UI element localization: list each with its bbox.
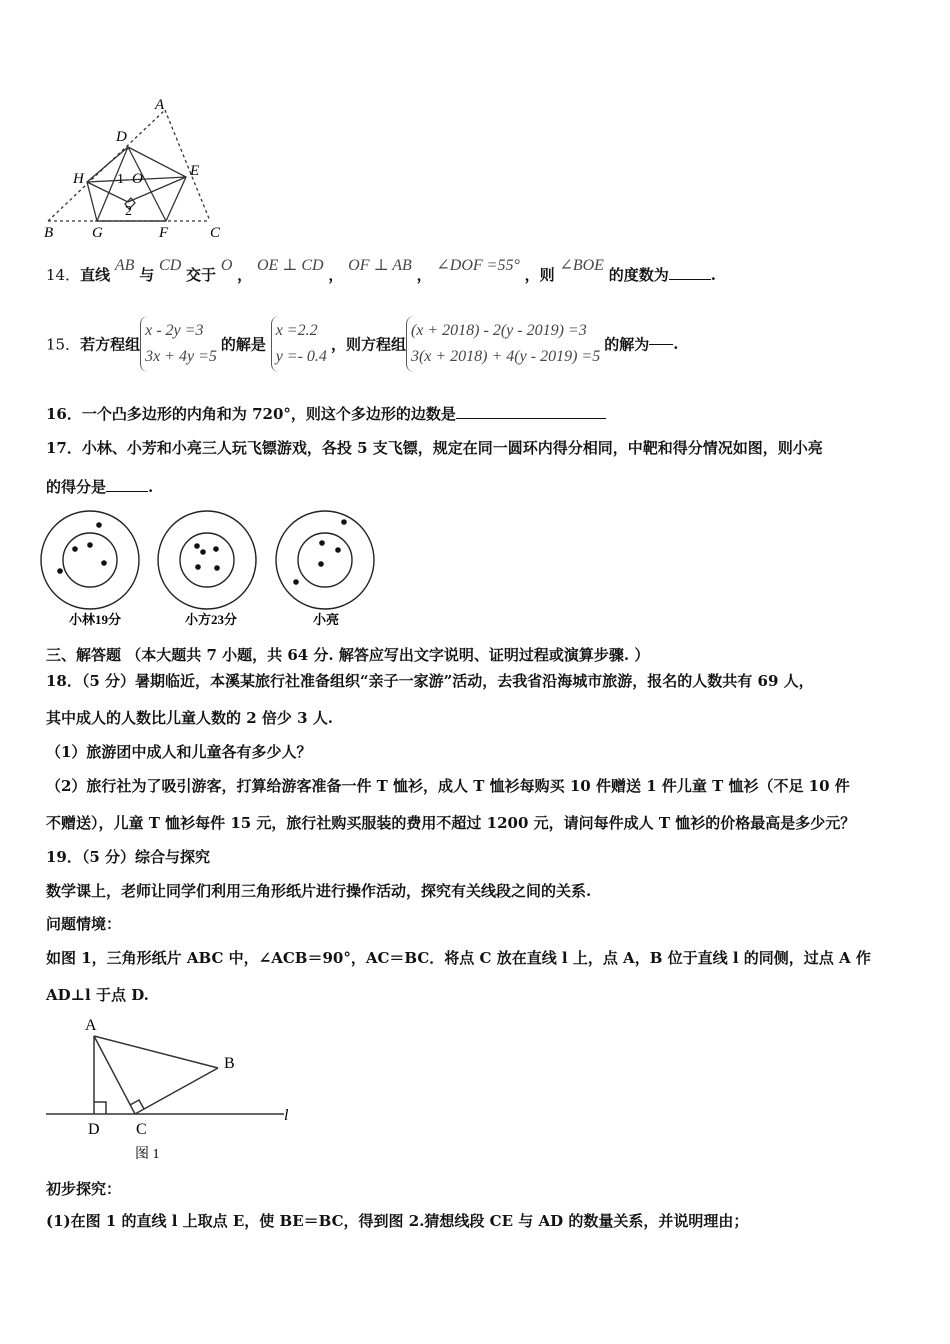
equation-line: x =2.2 [275,322,318,339]
solution-system [271,316,331,372]
q15-number: 15． [46,335,81,354]
dartboard-label: 小亮 [313,612,340,627]
question-19-intro: 数学课上，老师让同学们利用三角形纸片进行操作活动，探究有关线段之间的关系. [46,882,592,900]
q14-math-of-perp-ab: OF ⊥ AB [348,257,412,274]
q14-comma: ， [328,266,344,284]
label-A: A [85,1017,97,1034]
label-B: B [224,1055,235,1072]
q15-text: 的解为 [604,335,650,354]
section-heading: 三、解答题 （本大题共 7 小题，共 64 分. 解答应写出文字说明、证明过程或演算步骤. ） [46,646,650,664]
answer-blank[interactable] [106,491,148,492]
q14-math-angle-boe: ∠BOE [559,257,604,274]
q15-text: 若方程组 [80,335,141,354]
q16-text: 16．一个凸多边形的内角和为 720°，则这个多边形的边数是 [46,405,456,423]
answer-blank[interactable] [649,344,673,345]
label-D: D [88,1121,100,1138]
question-18-part-2: （2）旅行社为了吸引游客，打算给游客准备一件 T 恤衫，成人 T 恤衫每购买 10 件赠送 1 件儿童 T 恤衫（不足 10 件 [46,777,850,795]
q14-math-oe-perp-cd: OE ⊥ CD [256,257,324,274]
geometry-figure-1 [40,1010,300,1170]
dartboard-label: 小林19分 [69,612,122,627]
equation-system-2 [406,316,604,372]
question-17-line-2 [46,476,153,497]
figure-caption: 图 1 [135,1147,160,1162]
equation-line: 3(x + 2018) + 4(y - 2019) =5 [410,348,601,365]
equation-system-1 [140,316,221,372]
label-C: C [210,225,221,241]
question-18-part-2-cont: 不赠送），儿童 T 恤衫每件 15 元，旅行社购买服装的费用不超过 1200 元，请问每件成人 T 恤衫的价格最高是多少元？ [46,814,856,832]
label-B: B [44,225,54,241]
label-l: l [284,1107,289,1124]
q17-end: . [148,478,154,496]
q14-math-ab: AB [114,257,135,274]
equation-line: (x + 2018) - 2(y - 2019) =3 [410,322,587,339]
label-A: A [155,97,165,113]
q14-text: ，则 [524,266,555,284]
question-19-explore-heading: 初步探究： [46,1180,122,1198]
q14-comma: ， [237,266,253,284]
dartboard-xiaolin [41,511,139,627]
q14-end: . [710,266,716,284]
label-D: D [116,129,127,145]
dartboard-label: 小方23分 [185,612,238,627]
label-G: G [92,225,103,241]
question-15 [46,316,678,372]
question-19-context-cont: AD⊥l 于点 D. [46,986,149,1004]
answer-blank[interactable] [669,279,711,280]
question-18-line-2: 其中成人的人数比儿童人数的 2 倍少 3 人. [46,709,333,727]
q15-end: . [673,335,679,353]
q15-text: ，则方程组 [330,335,406,354]
q14-math-cd: CD [159,257,182,274]
q15-text: 的解是 [220,335,266,354]
question-19-title: 19．（5 分）综合与探究 [46,848,211,866]
q14-text: 与 [139,266,155,284]
dartboard-xiaoliang [276,511,374,627]
label-H: H [73,171,84,187]
question-19-context: 如图 1，三角形纸片 ABC 中，∠ACB＝90°，AC＝BC．将点 C 放在直线 l 上，点 A，B 位于直线 l 的同侧，过点 A 作 [46,949,871,967]
q14-text: 直线 [80,266,111,284]
q14-math-angle-dof: ∠DOF =55° [436,257,520,274]
question-19-part-1: (1)在图 1 的直线 l 上取点 E，使 BE＝BC，得到图 2.猜想线段 CE 与 AD 的数量关系，并说明理由； [46,1212,749,1230]
question-16 [46,403,606,424]
geometry-figure-q13 [40,95,230,245]
question-19-heading: 问题情境： [46,915,122,933]
question-18-line-1: 18．（5 分）暑期临近，本溪某旅行社准备组织“亲子一家游”活动，去我省沿海城市旅游，报名的人数共有 69 人， [46,672,814,690]
equation-line: x - 2y =3 [145,322,204,339]
q14-text: 的度数为 [608,266,669,284]
label-angle-1: 1 [117,172,124,187]
label-C: C [136,1121,147,1138]
dartboard-xiaofang [158,511,256,627]
label-O: O [132,171,143,187]
label-E: E [190,163,200,179]
equation-line: 3x + 4y =5 [145,348,217,365]
label-angle-2: 2 [125,204,132,219]
question-14 [46,257,716,291]
equation-line: y =- 0.4 [275,348,327,365]
label-F: F [159,225,169,241]
q14-comma: ， [416,266,432,284]
q14-text: 交于 [186,266,217,284]
question-18-part-1: （1）旅游团中成人和儿童各有多少人？ [46,743,312,761]
dartboard-figure [40,505,390,630]
q14-number: 14． [46,266,81,284]
question-17-line-1: 17．小林、小芳和小亮三人玩飞镖游戏，各投 5 支飞镖，规定在同一圆环内得分相同，中靶和得分情况如图，则小亮 [46,439,823,457]
q14-math-o: O [220,257,233,274]
q17-text: 的得分是 [46,478,107,496]
answer-blank[interactable] [456,418,606,419]
